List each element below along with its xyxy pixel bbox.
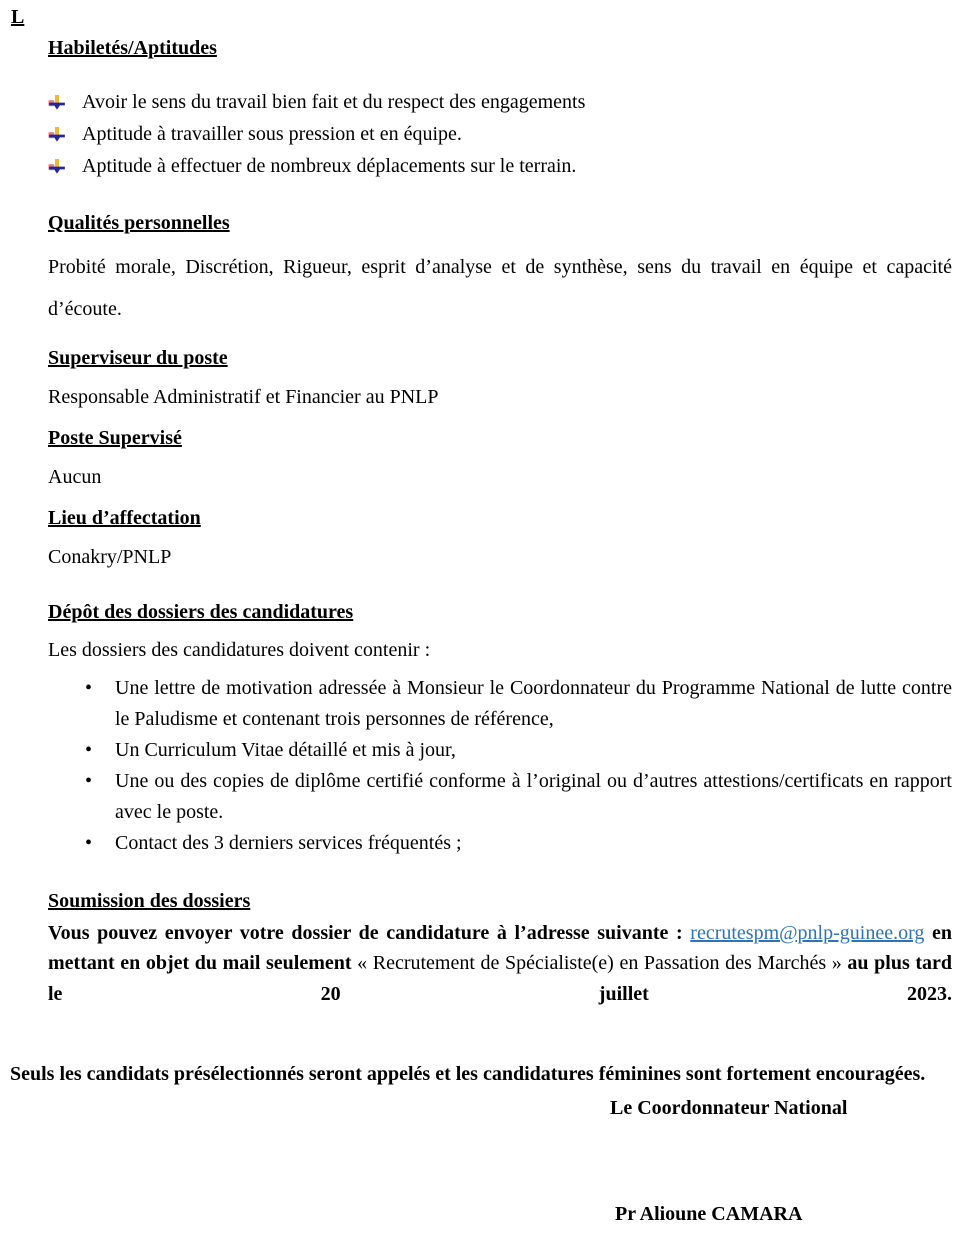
soumission-after-link-text: en mettant en objet du mail seulement [48, 922, 952, 975]
list-item-text: Un Curriculum Vitae détaillé et mis à jour, [115, 739, 456, 761]
bullet-dot-icon: • [85, 770, 93, 792]
soumission-tail-text: au plus tard le 20 juillet 2023. [48, 952, 952, 1005]
heading-depot: Dépôt des dossiers des candidatures [48, 601, 354, 623]
list-item [85, 673, 952, 735]
list-item-text: Avoir le sens du travail bien fait et du respect des engagements [82, 91, 586, 113]
list-item [85, 828, 952, 859]
heading-habiletes: Habiletés/Aptitudes [48, 37, 217, 59]
heading-superviseur: Superviseur du poste [48, 347, 228, 369]
list-item-text: Une lettre de motivation adressée à Monsieur le Coordonnateur du Programme National de lutte contre le Paludisme et contenant trois personnes de référence, [115, 677, 952, 730]
signature-name: Pr Alioune CAMARA [615, 1203, 803, 1225]
down-arrow-bullet-icon [48, 94, 68, 121]
list-item-text: Aptitude à effectuer de nombreux déplacements sur le terrain. [82, 155, 577, 177]
heading-qualites: Qualités personnelles [48, 212, 230, 234]
list-item [48, 89, 952, 121]
heading-lieu-affectation: Lieu d’affectation [48, 507, 201, 529]
soumission-lead-text: Vous pouvez envoyer votre dossier de candidature à l’adresse suivante : [48, 922, 691, 944]
corner-label: L [11, 6, 25, 28]
paragraph-superviseur: Responsable Administratif et Financier au PNLP [48, 386, 439, 408]
bullet-dot-icon: • [85, 832, 93, 854]
list-item [48, 153, 952, 185]
paragraph-poste-supervise: Aucun [48, 466, 102, 488]
bullet-dot-icon: • [85, 677, 93, 699]
down-arrow-bullet-icon [48, 158, 68, 185]
heading-poste-supervise: Poste Supervisé [48, 427, 182, 449]
list-item-text: Contact des 3 derniers services fréquentés ; [115, 832, 462, 854]
paragraph-qualites: Probité morale, Discrétion, Rigueur, esprit d’analyse et de synthèse, sens du travail en équipe et capacité d’écoute. [48, 256, 952, 320]
paragraph-lieu-affectation: Conakry/PNLP [48, 546, 172, 568]
heading-soumission: Soumission des dossiers [48, 890, 251, 912]
down-arrow-bullet-icon [48, 126, 68, 153]
email-link[interactable]: recrutespm@pnlp-guinee.org [690, 922, 925, 944]
signature-title: Le Coordonnateur National [610, 1097, 848, 1119]
habiletes-list [48, 89, 952, 185]
list-item-text: Aptitude à travailler sous pression et en équipe. [82, 123, 462, 145]
paragraph-soumission [48, 918, 952, 1009]
bullet-dot-icon: • [85, 739, 93, 761]
paragraph-note: Seuls les candidats présélectionnés seront appelés et les candidatures féminines sont fortement encouragées. [10, 1063, 926, 1086]
depot-list [48, 673, 952, 859]
list-item [48, 121, 952, 153]
list-item [85, 735, 952, 766]
list-item-text: Une ou des copies de diplôme certifié conforme à l’original ou d’autres attestions/certificats en rapport avec le poste. [115, 770, 952, 823]
paragraph-depot-intro: Les dossiers des candidatures doivent contenir : [48, 639, 431, 661]
soumission-quote-text: « Recrutement de Spécialiste(e) en Passation des Marchés » [357, 952, 848, 975]
list-item [85, 766, 952, 828]
